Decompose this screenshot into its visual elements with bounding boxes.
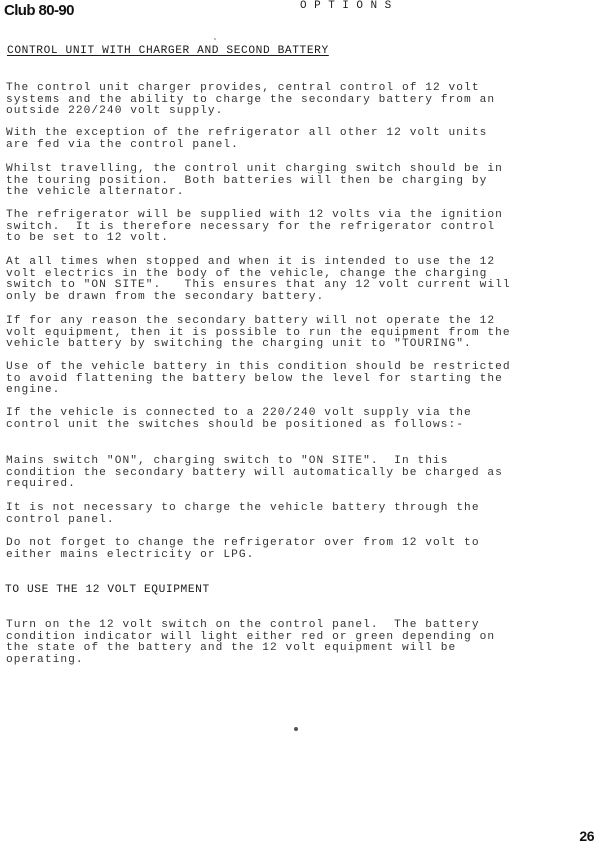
paragraph-7: Use of the vehicle battery in this condition should be restricted to avoid flattening the battery below the level for starting the engine. bbox=[6, 361, 511, 397]
paragraph-10: It is not necessary to charge the vehicle battery through the control panel. bbox=[6, 502, 480, 526]
paragraph-1: The control unit charger provides, central control of 12 volt systems and the ability to charge the secondary battery from an outside 220/240 volt supply. bbox=[6, 82, 496, 118]
paragraph-3: Whilst travelling, the control unit charging switch should be in the touring position. Both batteries will then be charging by the vehicle alternator. bbox=[6, 163, 503, 199]
paragraph-6: If for any reason the secondary battery will not operate the 12 volt equipment, then it is possible to run the equipment from the vehicle battery by switching the charging unit to "TOURING". bbox=[6, 315, 511, 351]
section-subheading: TO USE THE 12 VOLT EQUIPMENT bbox=[5, 584, 210, 596]
paragraph-9: Mains switch "ON", charging switch to "ON SITE". In this condition the secondary battery will automatically be charged as required. bbox=[6, 455, 503, 491]
paragraph-4: The refrigerator will be supplied with 12 volts via the ignition switch. It is therefore necessary for the refrigerator control to be set to 12 volt. bbox=[6, 209, 503, 245]
brand-logo: Club 80-90 bbox=[4, 2, 74, 19]
page-number: 26 bbox=[579, 828, 594, 844]
paragraph-final: Turn on the 12 volt switch on the control panel. The battery condition indicator will light either red or green depending on the state of the battery and the 12 volt equipment will be operating. bbox=[6, 619, 496, 666]
paragraph-8: If the vehicle is connected to a 220/240 volt supply via the control unit the switches should be positioned as follows:- bbox=[6, 407, 472, 431]
section-title: OPTIONS bbox=[300, 0, 399, 12]
paragraph-5: At all times when stopped and when it is intended to use the 12 volt electrics in the body of the vehicle, change the charging switch to "ON SITE". This ensures that any 12 volt current will only be drawn from the secondary battery. bbox=[6, 256, 511, 303]
paragraph-2: With the exception of the refrigerator all other 12 volt units are fed via the control panel. bbox=[6, 127, 488, 151]
scan-speck bbox=[214, 38, 216, 40]
section-heading: CONTROL UNIT WITH CHARGER AND SECOND BATTERY bbox=[7, 45, 329, 57]
scan-speck bbox=[294, 727, 298, 731]
paragraph-11: Do not forget to change the refrigerator over from 12 volt to either mains electricity or LPG. bbox=[6, 537, 480, 561]
